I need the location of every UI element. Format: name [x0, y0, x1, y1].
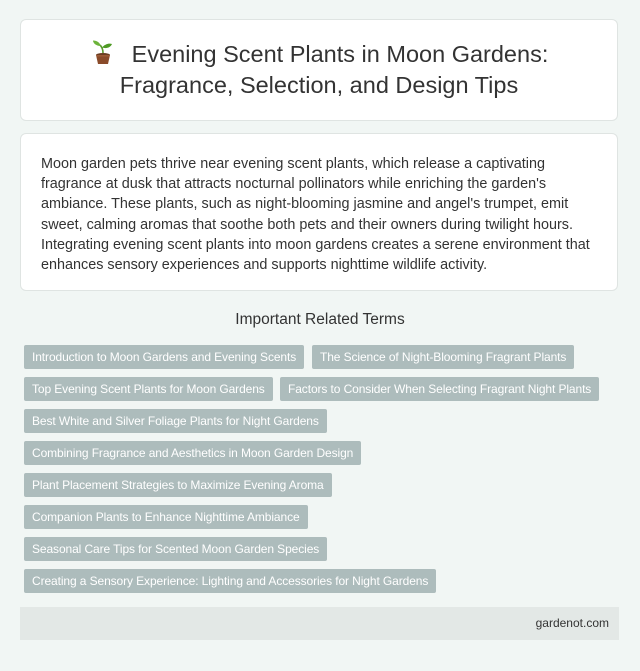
intro-card — [20, 133, 618, 291]
title-card — [20, 19, 618, 121]
related-term-tag[interactable]: Best White and Silver Foliage Plants for Night Gardens — [24, 409, 327, 433]
related-term-tag[interactable]: Combining Fragrance and Aesthetics in Moon Garden Design — [24, 441, 361, 465]
title-line-1: Evening Scent Plants in Moon Gardens: — [131, 41, 549, 67]
page-title — [90, 39, 549, 101]
title-line-2: Fragrance, Selection, and Design Tips — [119, 72, 519, 98]
intro-paragraph: Moon garden pets thrive near evening scent plants, which release a captivating fragrance at dusk that attracts nocturnal pollinators while enriching the garden's ambiance. These plants, such as night-blooming jasmine and angel's trumpet, emit sweet, calming aromas that soothe both pets and their owners during twilight hours. Integrating evening scent plants into moon gardens creates a serene environment that enhances sensory experiences and supports nighttime wildlife activity. — [41, 156, 590, 274]
related-term-tag[interactable]: Plant Placement Strategies to Maximize Evening Aroma — [24, 473, 332, 497]
related-term-tag[interactable]: Top Evening Scent Plants for Moon Gardens — [24, 377, 273, 401]
related-term-tag[interactable]: Introduction to Moon Gardens and Evening Scents — [24, 345, 304, 369]
related-terms-heading: Important Related Terms — [235, 311, 405, 328]
footer-site-link[interactable]: gardenot.com — [535, 616, 609, 630]
seedling-pot-icon — [90, 39, 116, 65]
footer — [20, 607, 619, 640]
related-term-tag[interactable]: The Science of Night-Blooming Fragrant Plants — [312, 345, 574, 369]
related-term-tag[interactable]: Creating a Sensory Experience: Lighting and Accessories for Night Gardens — [24, 569, 436, 593]
related-term-tag[interactable]: Companion Plants to Enhance Nighttime Ambiance — [24, 505, 308, 529]
related-term-tag[interactable]: Seasonal Care Tips for Scented Moon Garden Species — [24, 537, 327, 561]
related-term-tag[interactable]: Factors to Consider When Selecting Fragrant Night Plants — [280, 377, 599, 401]
